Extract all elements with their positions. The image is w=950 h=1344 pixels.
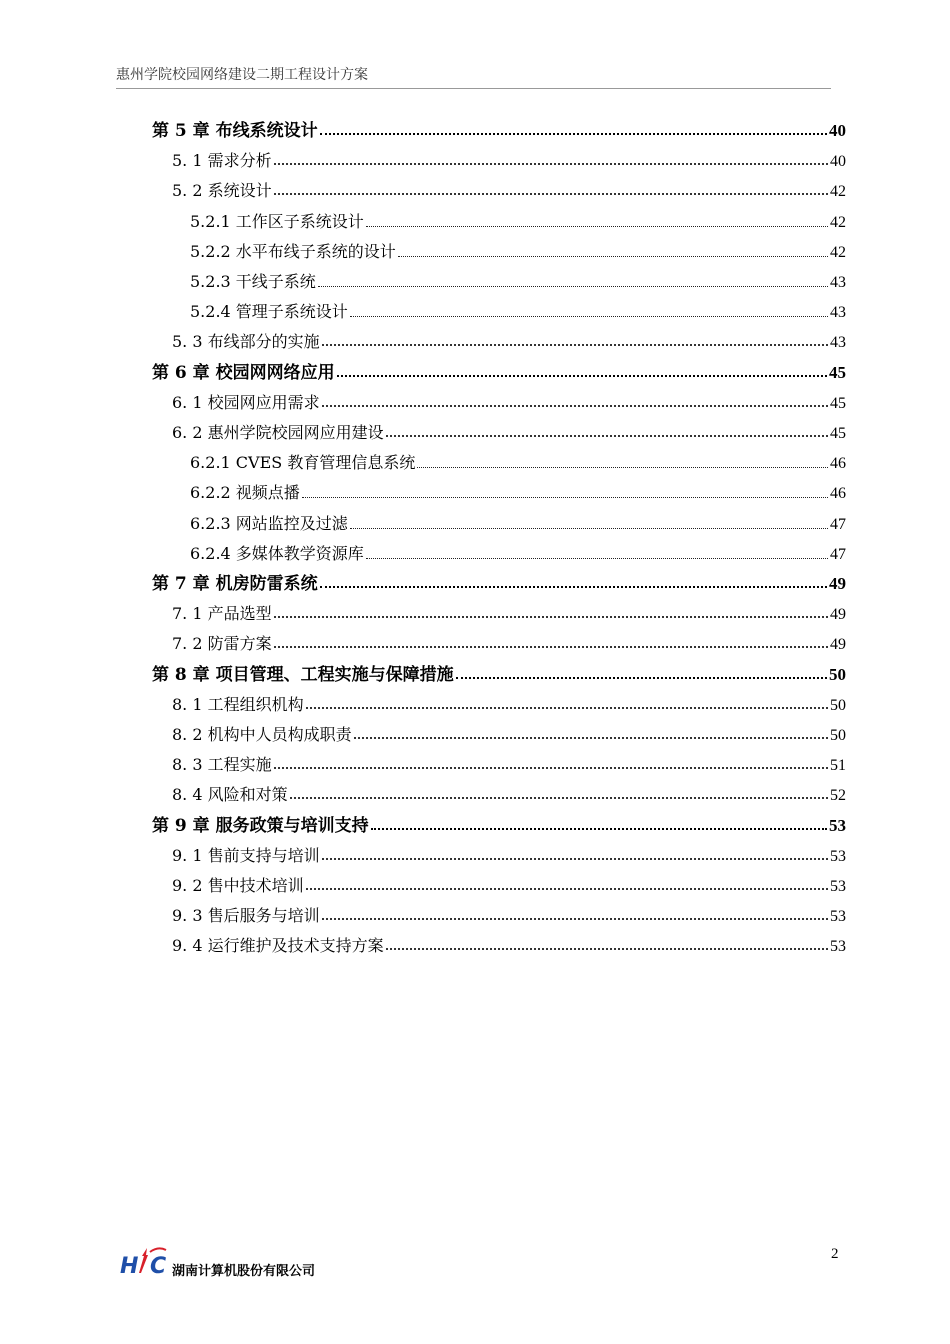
toc-entry-page: 43 bbox=[830, 334, 846, 352]
toc-section-entry[interactable] bbox=[190, 292, 846, 322]
toc-leader-dots bbox=[322, 917, 828, 920]
toc-leader-dots bbox=[350, 315, 828, 317]
toc-section-entry[interactable] bbox=[172, 715, 846, 745]
page-number: 2 bbox=[831, 1246, 839, 1262]
toc-leader-dots bbox=[386, 434, 828, 437]
toc-leader-dots bbox=[320, 585, 827, 588]
toc-leader-dots bbox=[274, 162, 828, 165]
toc-entry-page: 46 bbox=[830, 455, 846, 473]
toc-entry-page: 40 bbox=[830, 153, 846, 171]
header-divider bbox=[116, 88, 831, 89]
toc-leader-dots bbox=[386, 947, 828, 950]
toc-chapter-entry[interactable] bbox=[152, 111, 846, 141]
toc-entry-page: 53 bbox=[829, 815, 846, 835]
company-logo bbox=[120, 1246, 172, 1282]
toc-leader-dots bbox=[290, 796, 828, 799]
toc-leader-dots bbox=[456, 676, 827, 679]
toc-section-entry[interactable] bbox=[172, 745, 846, 775]
toc-entry-title: 7. 1 产品选型 bbox=[172, 604, 272, 624]
toc-entry-page: 53 bbox=[830, 878, 846, 895]
toc-entry-page: 45 bbox=[830, 425, 846, 442]
toc-leader-dots bbox=[350, 527, 828, 529]
toc-entry-page: 53 bbox=[830, 908, 846, 926]
toc-entry-title: 第 6 章 校园网网络应用 bbox=[152, 362, 335, 383]
toc-section-entry[interactable] bbox=[172, 775, 846, 805]
toc-leader-dots bbox=[302, 496, 828, 498]
svg-text:C: C bbox=[150, 1254, 167, 1278]
toc-leader-dots bbox=[322, 404, 828, 407]
toc-entry-page: 42 bbox=[830, 213, 846, 231]
toc-entry-title: 5.2.4 管理子系统设计 bbox=[190, 302, 348, 322]
toc-entry-title: 5.2.3 干线子系统 bbox=[190, 272, 316, 291]
toc-entry-page: 49 bbox=[830, 606, 846, 624]
toc-section-entry[interactable] bbox=[190, 232, 846, 262]
toc-leader-dots bbox=[274, 645, 828, 648]
toc-entry-title: 8. 1 工程组织机构 bbox=[172, 694, 304, 714]
toc-entry-title: 5. 1 需求分析 bbox=[172, 151, 272, 171]
toc-leader-dots bbox=[354, 736, 828, 739]
toc-leader-dots bbox=[306, 706, 828, 709]
toc-section-entry[interactable] bbox=[190, 262, 846, 292]
page-header-title: 惠州学院校园网络建设二期工程设计方案 bbox=[116, 67, 368, 83]
toc-entry-title: 7. 2 防雷方案 bbox=[172, 634, 272, 654]
toc-entry-page: 43 bbox=[830, 304, 846, 322]
toc-entry-title: 第 8 章 项目管理、工程实施与保障措施 bbox=[152, 664, 454, 685]
toc-section-entry[interactable] bbox=[172, 322, 846, 352]
toc-leader-dots bbox=[366, 225, 828, 227]
toc-leader-dots bbox=[322, 857, 828, 860]
toc-entry-page: 45 bbox=[830, 394, 846, 412]
toc-entry-page: 49 bbox=[830, 636, 846, 654]
toc-section-entry[interactable] bbox=[190, 443, 846, 473]
toc-leader-dots bbox=[274, 192, 828, 195]
toc-entry-page: 42 bbox=[830, 183, 846, 201]
toc-chapter-entry[interactable] bbox=[152, 806, 846, 836]
toc-entry-title: 5.2.1 工作区子系统设计 bbox=[190, 211, 364, 231]
toc-leader-dots bbox=[371, 827, 827, 830]
toc-section-entry[interactable] bbox=[172, 926, 846, 956]
toc-entry-title: 6. 1 校园网应用需求 bbox=[172, 392, 320, 412]
toc-leader-dots bbox=[306, 887, 828, 890]
toc-entry-page: 53 bbox=[830, 847, 846, 865]
toc-section-entry[interactable] bbox=[190, 534, 846, 564]
toc-leader-dots bbox=[398, 255, 828, 257]
toc-entry-title: 6.2.3 网站监控及过滤 bbox=[190, 513, 348, 533]
toc-entry-page: 42 bbox=[830, 243, 846, 261]
toc-leader-dots bbox=[274, 766, 828, 769]
toc-chapter-entry[interactable] bbox=[152, 353, 846, 383]
toc-entry-page: 50 bbox=[829, 664, 846, 684]
toc-section-entry[interactable] bbox=[172, 594, 846, 624]
toc-entry-title: 6.2.2 视频点播 bbox=[190, 483, 300, 503]
toc-leader-dots bbox=[320, 132, 827, 135]
toc-entry-title: 6.2.1 CVES 教育管理信息系统 bbox=[190, 453, 416, 473]
toc-entry-page: 43 bbox=[830, 274, 846, 291]
toc-entry-page: 53 bbox=[830, 938, 846, 956]
toc-entry-title: 6. 2 惠州学院校园网应用建设 bbox=[172, 423, 384, 442]
toc-entry-title: 5. 3 布线部分的实施 bbox=[172, 332, 320, 352]
toc-leader-dots bbox=[417, 466, 828, 468]
toc-entry-title: 6.2.4 多媒体教学资源库 bbox=[190, 543, 364, 563]
toc-section-entry[interactable] bbox=[190, 202, 846, 232]
toc-entry-title: 第 9 章 服务政策与培训支持 bbox=[152, 815, 369, 836]
toc-entry-page: 40 bbox=[829, 121, 846, 140]
toc-entry-page: 49 bbox=[829, 574, 846, 593]
toc-section-entry[interactable] bbox=[190, 504, 846, 534]
toc-leader-dots bbox=[322, 343, 828, 346]
toc-entry-title: 8. 2 机构中人员构成职责 bbox=[172, 725, 352, 744]
toc-entry-page: 47 bbox=[830, 545, 846, 563]
toc-entry-title: 9. 4 运行维护及技术支持方案 bbox=[172, 936, 384, 956]
toc-leader-dots bbox=[318, 285, 828, 287]
toc-entry-page: 47 bbox=[830, 515, 846, 533]
toc-entry-page: 50 bbox=[830, 696, 846, 714]
toc-leader-dots bbox=[366, 557, 828, 559]
toc-section-entry[interactable] bbox=[172, 171, 846, 201]
toc-section-entry[interactable] bbox=[172, 383, 846, 413]
toc-section-entry[interactable] bbox=[172, 413, 846, 443]
toc-entry-title: 5. 2 系统设计 bbox=[172, 181, 272, 201]
toc-chapter-entry[interactable] bbox=[152, 655, 846, 685]
toc-leader-dots bbox=[274, 615, 828, 618]
toc-entry-page: 50 bbox=[830, 727, 846, 744]
toc-section-entry[interactable] bbox=[172, 141, 846, 171]
toc-entry-title: 5.2.2 水平布线子系统的设计 bbox=[190, 241, 396, 261]
toc-entry-title: 9. 2 售中技术培训 bbox=[172, 876, 304, 895]
toc-entry-page: 45 bbox=[829, 362, 846, 382]
toc-section-entry[interactable] bbox=[190, 473, 846, 503]
toc-section-entry[interactable] bbox=[172, 836, 846, 866]
toc-entry-page: 52 bbox=[830, 787, 846, 805]
toc-section-entry[interactable] bbox=[172, 866, 846, 896]
toc-leader-dots bbox=[337, 374, 827, 377]
toc-entry-title: 第 5 章 布线系统设计 bbox=[152, 121, 318, 141]
toc-entry-title: 9. 1 售前支持与培训 bbox=[172, 845, 320, 865]
toc-entry-page: 46 bbox=[830, 485, 846, 503]
toc-entry-title: 第 7 章 机房防雷系统 bbox=[152, 574, 318, 594]
toc-entry-title: 8. 4 风险和对策 bbox=[172, 785, 288, 805]
toc-entry-title: 9. 3 售后服务与培训 bbox=[172, 906, 320, 926]
toc-entry-title: 8. 3 工程实施 bbox=[172, 755, 272, 775]
svg-text:H: H bbox=[120, 1254, 139, 1278]
company-name: 湖南计算机股份有限公司 bbox=[172, 1264, 316, 1279]
toc-section-entry[interactable] bbox=[172, 685, 846, 715]
toc-section-entry[interactable] bbox=[172, 896, 846, 926]
toc-section-entry[interactable] bbox=[172, 624, 846, 654]
toc-chapter-entry[interactable] bbox=[152, 564, 846, 594]
toc-entry-page: 51 bbox=[830, 757, 846, 775]
